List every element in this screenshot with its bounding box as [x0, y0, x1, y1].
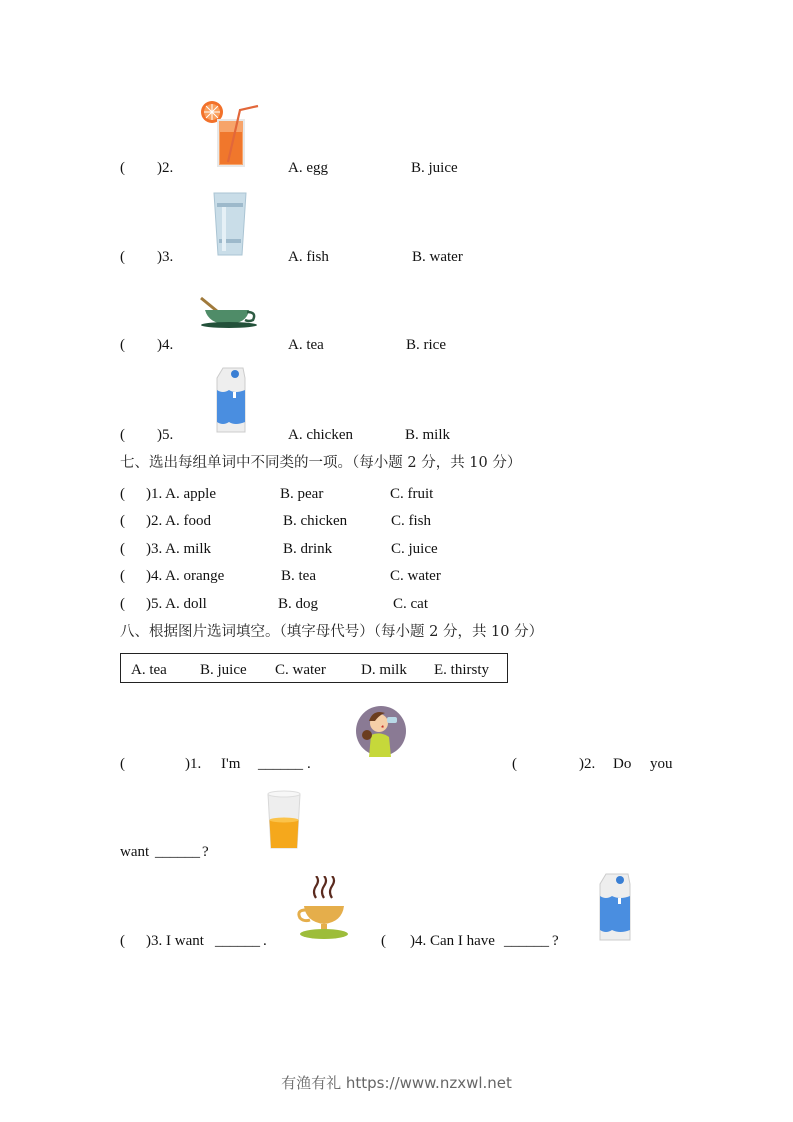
question-paren-open: ( [120, 249, 125, 265]
question-paren-open: ( [120, 486, 125, 502]
question-option-a: )5. A. doll [146, 596, 207, 612]
option-c: C. juice [391, 541, 438, 557]
option-b: B. drink [283, 541, 333, 557]
question-option-a: )3. A. milk [146, 541, 212, 557]
footer-watermark: 有渔有礼 https://www.nzxwl.net [281, 1074, 512, 1092]
question-paren-open: ( [120, 541, 125, 557]
answer-blank: ______ [504, 933, 549, 949]
option-c: C. water [390, 568, 441, 584]
question-number: )4. [157, 337, 174, 353]
word-bank-item: A. tea [131, 662, 167, 678]
option-b: B. dog [278, 596, 319, 612]
tea-cup-icon [199, 296, 261, 330]
option-b: B. juice [411, 160, 458, 176]
milk-carton-icon [598, 872, 632, 942]
question-paren-open: ( [120, 337, 125, 353]
section-7-title: 七、选出每组单词中不同类的一项。（每小题 2 分，共 10 分） [120, 455, 522, 471]
answer-blank: ______ [155, 844, 200, 860]
question-paren-open: ( [381, 933, 386, 949]
juice-glass-icon [266, 790, 302, 850]
question-text-continued: want [120, 844, 150, 860]
word-bank-item: C. water [275, 662, 326, 678]
question-text: you [650, 756, 673, 772]
option-c: C. cat [393, 596, 428, 612]
question-paren-open: ( [120, 933, 125, 949]
option-a: A. chicken [288, 427, 353, 443]
question-paren-open: ( [120, 596, 125, 612]
answer-blank: ______ [258, 756, 303, 772]
option-b: B. milk [405, 427, 451, 443]
question-paren-open: ( [512, 756, 517, 772]
question-number: )2. [579, 756, 596, 772]
section-8-title: 八、根据图片选词填空。（填字母代号）（每小题 2 分，共 10 分） [120, 624, 544, 640]
question-punct: ? [552, 933, 559, 949]
option-a: A. fish [288, 249, 329, 265]
question-option-a: )4. A. orange [146, 568, 225, 584]
option-b: B. water [412, 249, 463, 265]
option-b: B. rice [406, 337, 446, 353]
option-a: A. egg [288, 160, 328, 176]
option-b: B. tea [281, 568, 316, 584]
question-punct: . [263, 933, 267, 949]
question-paren-open: ( [120, 568, 125, 584]
question-paren-open: ( [120, 427, 125, 443]
question-text: Do [613, 756, 632, 772]
word-bank-item: E. thirsty [434, 662, 489, 678]
answer-blank: ______ [215, 933, 260, 949]
milk-carton-icon [215, 366, 247, 434]
question-number: )1. [185, 756, 202, 772]
question-text: I'm [221, 756, 241, 772]
question-number: )5. [157, 427, 174, 443]
word-bank-item: B. juice [200, 662, 247, 678]
question-option-a: )1. A. apple [146, 486, 216, 502]
option-c: C. fish [391, 513, 432, 529]
question-paren-open: ( [120, 513, 125, 529]
option-b: B. pear [280, 486, 324, 502]
question-option-a: )2. A. food [146, 513, 211, 529]
word-bank-item: D. milk [361, 662, 407, 678]
question-punct: . [307, 756, 311, 772]
question-paren-open: ( [120, 160, 125, 176]
orange-juice-glass-icon [198, 98, 264, 170]
question-text: )3. I want [146, 933, 204, 949]
question-punct: ? [202, 844, 209, 860]
option-a: A. tea [288, 337, 324, 353]
question-paren-open: ( [120, 756, 125, 772]
option-b: B. chicken [283, 513, 348, 529]
hot-tea-cup-icon [296, 876, 352, 942]
water-glass-icon [212, 191, 248, 259]
question-text: )4. Can I have [410, 933, 495, 949]
question-number: )2. [157, 160, 174, 176]
girl-drinking-water-icon [355, 705, 407, 757]
option-c: C. fruit [390, 486, 434, 502]
question-number: )3. [157, 249, 174, 265]
